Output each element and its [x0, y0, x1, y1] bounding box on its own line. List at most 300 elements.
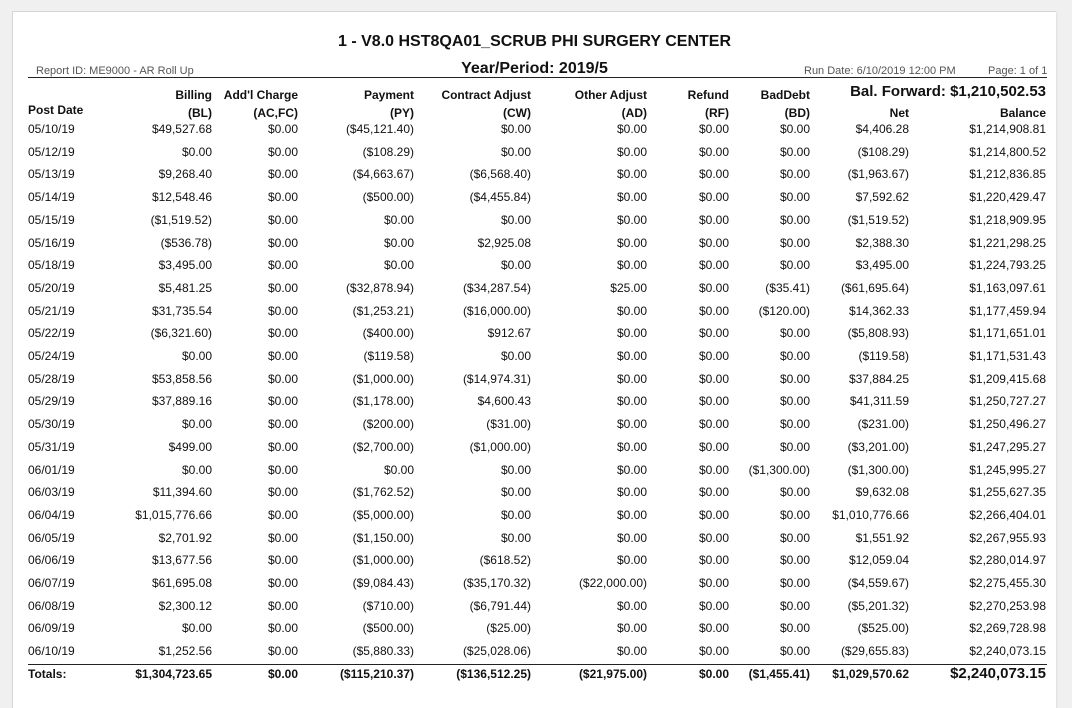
cell-post-date: 05/14/19	[28, 190, 75, 205]
cell-post-date: 05/28/19	[28, 371, 75, 386]
cell-payment: ($45,121.40)	[345, 122, 414, 136]
cell-net: $4,406.28	[855, 122, 909, 136]
cell-contract-adjust: $0.00	[500, 349, 531, 363]
cell-post-date: 05/30/19	[28, 417, 75, 432]
cell-other-adjust: $0.00	[616, 553, 647, 568]
cell-baddebt: ($1,300.00)	[748, 462, 810, 477]
cell-addl-charge: $0.00	[267, 553, 298, 568]
cell-balance: $1,214,800.52	[969, 144, 1046, 159]
cell-refund: $0.00	[698, 212, 729, 227]
cell-addl-charge: $0.00	[267, 144, 298, 159]
cell-net: ($1,300.00)	[847, 462, 909, 477]
cell-billing: $37,889.16	[151, 394, 212, 409]
cell-net: $2,388.30	[855, 235, 909, 250]
cell-post-date: 06/10/19	[28, 644, 75, 659]
cell-addl-charge: $0.00	[267, 212, 298, 227]
cell-billing: ($6,321.60)	[150, 326, 212, 341]
cell-baddebt: $0.00	[779, 485, 810, 500]
table-row	[13, 394, 1056, 416]
cell-balance: $1,250,496.27	[969, 417, 1046, 432]
cell-baddebt: $0.00	[779, 417, 810, 432]
cell-other-adjust: $0.00	[616, 485, 647, 500]
cell-refund: $0.00	[698, 394, 729, 409]
cell-refund: $0.00	[698, 326, 729, 341]
cell-addl-charge: $0.00	[267, 167, 298, 182]
table-row	[13, 304, 1056, 326]
cell-net: $1,010,776.66	[832, 507, 909, 522]
cell-other-adjust: $0.00	[616, 417, 647, 432]
cell-other-adjust: $0.00	[616, 326, 647, 341]
cell-baddebt: $0.00	[779, 576, 810, 590]
cell-payment: ($710.00)	[362, 598, 414, 613]
table-row	[13, 553, 1056, 575]
cell-baddebt: $0.00	[779, 190, 810, 205]
cell-net: ($525.00)	[857, 621, 909, 636]
cell-payment: ($4,663.67)	[352, 167, 414, 182]
cell-net: $3,495.00	[855, 258, 909, 273]
cell-post-date: 05/15/19	[28, 212, 75, 227]
table-row	[13, 236, 1056, 258]
cell-billing: $9,268.40	[158, 167, 212, 182]
cell-net: $41,311.59	[849, 394, 909, 409]
page-number: Page: 1 of 1	[988, 65, 1048, 77]
cell-refund: $0.00	[698, 598, 729, 613]
cell-net: $12,059.04	[848, 553, 909, 568]
cell-billing: $31,735.54	[151, 303, 212, 318]
cell-refund: $0.00	[698, 235, 729, 250]
total-payment: ($115,210.37)	[339, 667, 414, 681]
run-date: Run Date: 6/10/2019 12:00 PM	[804, 65, 956, 77]
header-payment-code: (PY)	[390, 106, 414, 120]
report-period: Year/Period: 2019/5	[461, 60, 608, 77]
cell-payment: ($400.00)	[362, 326, 414, 341]
cell-net: ($29,655.83)	[840, 644, 909, 659]
cell-baddebt: $0.00	[779, 598, 810, 613]
cell-contract-adjust: ($4,455.84)	[469, 190, 531, 205]
table-row	[13, 281, 1056, 303]
cell-contract-adjust: ($6,791.44)	[469, 598, 531, 613]
header-refund: Refund	[687, 88, 729, 102]
cell-post-date: 06/01/19	[28, 462, 75, 477]
table-row	[13, 190, 1056, 212]
table-row	[13, 122, 1056, 144]
cell-addl-charge: $0.00	[267, 280, 298, 295]
cell-contract-adjust: ($14,974.31)	[462, 371, 531, 386]
cell-billing: $49,527.68	[151, 122, 212, 136]
cell-balance: $2,275,455.30	[969, 576, 1046, 590]
cell-balance: $2,266,404.01	[969, 507, 1046, 522]
cell-balance: $1,224,793.25	[969, 258, 1046, 273]
table-row	[13, 213, 1056, 235]
cell-payment: ($119.58)	[363, 349, 414, 363]
header-net: Net	[889, 106, 909, 120]
total-billing: $1,304,723.65	[135, 667, 212, 681]
table-row	[13, 372, 1056, 394]
cell-addl-charge: $0.00	[267, 530, 298, 545]
report-title: 1 - V8.0 HST8QA01_SCRUB PHI SURGERY CENTER	[338, 33, 731, 50]
cell-refund: $0.00	[698, 167, 729, 182]
cell-net: ($231.00)	[857, 417, 909, 432]
cell-baddebt: $0.00	[779, 235, 810, 250]
cell-billing: $2,300.12	[158, 598, 212, 613]
cell-refund: $0.00	[698, 280, 729, 295]
totals-label: Totals:	[28, 667, 67, 681]
cell-other-adjust: $0.00	[616, 190, 647, 205]
cell-addl-charge: $0.00	[267, 235, 298, 250]
cell-contract-adjust: $0.00	[500, 485, 531, 500]
total-net: $1,029,570.62	[832, 667, 909, 681]
cell-payment: ($5,000.00)	[352, 507, 414, 522]
header-refund-code: (RF)	[705, 106, 729, 120]
cell-addl-charge: $0.00	[267, 303, 298, 318]
cell-refund: $0.00	[698, 576, 729, 590]
cell-contract-adjust: $0.00	[500, 530, 531, 545]
cell-post-date: 05/31/19	[28, 439, 75, 454]
total-addl-charge: $0.00	[267, 667, 298, 681]
cell-addl-charge: $0.00	[267, 644, 298, 659]
table-row	[13, 167, 1056, 189]
cell-other-adjust: $25.00	[610, 280, 647, 295]
cell-other-adjust: $0.00	[616, 212, 647, 227]
cell-refund: $0.00	[698, 507, 729, 522]
table-row	[13, 508, 1056, 530]
cell-refund: $0.00	[698, 462, 729, 477]
cell-balance: $1,247,295.27	[969, 439, 1046, 454]
table-row	[13, 440, 1056, 462]
cell-baddebt: $0.00	[779, 212, 810, 227]
cell-balance: $1,221,298.25	[969, 235, 1046, 250]
cell-addl-charge: $0.00	[267, 326, 298, 341]
cell-other-adjust: $0.00	[616, 394, 647, 409]
cell-payment: ($1,762.52)	[352, 485, 414, 500]
header-rule	[28, 77, 1047, 78]
cell-other-adjust: $0.00	[616, 235, 647, 250]
cell-balance: $1,245,995.27	[969, 462, 1046, 477]
cell-contract-adjust: ($618.52)	[479, 553, 531, 568]
cell-net: ($1,519.52)	[847, 212, 909, 227]
cell-post-date: 05/16/19	[28, 235, 75, 250]
header-baddebt-code: (BD)	[784, 106, 810, 120]
header-contract-adjust: Contract Adjust	[441, 88, 531, 102]
cell-contract-adjust: ($35,170.32)	[462, 576, 531, 590]
total-other-adjust: ($21,975.00)	[578, 667, 647, 681]
table-row	[13, 417, 1056, 439]
cell-contract-adjust: $0.00	[500, 258, 531, 273]
cell-balance: $1,220,429.47	[969, 190, 1046, 205]
cell-post-date: 06/08/19	[28, 598, 75, 613]
cell-post-date: 05/13/19	[28, 167, 75, 182]
cell-post-date: 06/04/19	[28, 507, 75, 522]
cell-contract-adjust: ($1,000.00)	[469, 439, 531, 454]
cell-balance: $2,269,728.98	[969, 621, 1046, 636]
report-page	[12, 11, 1056, 708]
cell-post-date: 05/10/19	[28, 122, 75, 136]
cell-payment: ($500.00)	[362, 190, 414, 205]
cell-refund: $0.00	[698, 122, 729, 136]
totals-rule	[28, 664, 1047, 665]
cell-billing: $1,252.56	[158, 644, 212, 659]
cell-baddebt: $0.00	[779, 530, 810, 545]
cell-other-adjust: $0.00	[616, 144, 647, 159]
cell-other-adjust: ($22,000.00)	[578, 576, 647, 590]
header-post-date: Post Date	[28, 103, 84, 117]
cell-payment: ($9,084.43)	[352, 576, 414, 590]
cell-net: $1,551.92	[855, 530, 909, 545]
cell-refund: $0.00	[698, 644, 729, 659]
cell-refund: $0.00	[698, 530, 729, 545]
cell-refund: $0.00	[698, 349, 729, 363]
cell-balance: $1,209,415.68	[969, 371, 1046, 386]
table-row	[13, 258, 1056, 280]
cell-refund: $0.00	[698, 621, 729, 636]
header-baddebt: BadDebt	[760, 88, 810, 102]
cell-balance: $2,240,073.15	[969, 644, 1046, 659]
cell-addl-charge: $0.00	[267, 122, 298, 136]
cell-refund: $0.00	[698, 303, 729, 318]
cell-contract-adjust: ($16,000.00)	[462, 303, 531, 318]
cell-post-date: 05/22/19	[28, 326, 75, 341]
cell-billing: $0.00	[181, 144, 212, 159]
cell-contract-adjust: $4,600.43	[477, 394, 531, 409]
cell-other-adjust: $0.00	[616, 303, 647, 318]
cell-other-adjust: $0.00	[616, 349, 647, 363]
cell-post-date: 05/12/19	[28, 144, 75, 159]
header-addl-charge: Add'l Charge	[223, 88, 298, 102]
cell-contract-adjust: $0.00	[500, 462, 531, 477]
cell-refund: $0.00	[698, 485, 729, 500]
cell-contract-adjust: $0.00	[500, 144, 531, 159]
table-row	[13, 485, 1056, 507]
header-contract-code: (CW)	[503, 106, 531, 120]
cell-net: $9,632.08	[855, 485, 909, 500]
cell-balance: $2,270,253.98	[969, 598, 1046, 613]
cell-other-adjust: $0.00	[616, 167, 647, 182]
cell-net: ($61,695.64)	[840, 280, 909, 295]
cell-net: ($1,963.67)	[847, 167, 909, 182]
total-contract-adjust: ($136,512.25)	[456, 667, 531, 681]
cell-post-date: 06/03/19	[28, 485, 75, 500]
cell-addl-charge: $0.00	[267, 394, 298, 409]
header-payment: Payment	[363, 88, 414, 102]
cell-contract-adjust: ($25.00)	[486, 621, 531, 636]
cell-billing: $5,481.25	[158, 280, 212, 295]
cell-baddebt: ($35.41)	[765, 280, 810, 295]
cell-balance: $2,267,955.93	[969, 530, 1046, 545]
table-row	[13, 644, 1056, 666]
cell-billing: $0.00	[181, 621, 212, 636]
table-row	[13, 531, 1056, 553]
table-row	[13, 349, 1056, 371]
total-baddebt: ($1,455.41)	[748, 667, 810, 681]
cell-other-adjust: $0.00	[616, 439, 647, 454]
cell-addl-charge: $0.00	[267, 462, 298, 477]
header-addl-charge-code: (AC,FC)	[253, 106, 298, 120]
cell-baddebt: $0.00	[779, 144, 810, 159]
cell-other-adjust: $0.00	[616, 507, 647, 522]
cell-balance: $1,171,531.43	[969, 349, 1046, 363]
cell-payment: $0.00	[383, 258, 414, 273]
cell-addl-charge: $0.00	[267, 439, 298, 454]
cell-net: $7,592.62	[855, 190, 909, 205]
cell-billing: $12,548.46	[151, 190, 212, 205]
cell-baddebt: $0.00	[779, 349, 810, 363]
cell-balance: $1,218,909.95	[969, 212, 1046, 227]
cell-payment: $0.00	[383, 212, 414, 227]
cell-addl-charge: $0.00	[267, 598, 298, 613]
cell-payment: ($200.00)	[362, 417, 414, 432]
table-row	[13, 145, 1056, 167]
cell-baddebt: ($120.00)	[758, 303, 810, 318]
cell-payment: ($108.29)	[362, 144, 414, 159]
cell-post-date: 05/20/19	[28, 280, 75, 295]
table-row	[13, 326, 1056, 348]
cell-billing: $1,015,776.66	[135, 507, 212, 522]
cell-baddebt: $0.00	[779, 507, 810, 522]
cell-refund: $0.00	[698, 371, 729, 386]
cell-billing: $61,695.08	[151, 576, 212, 590]
table-row	[13, 576, 1056, 598]
cell-billing: ($536.78)	[160, 235, 212, 250]
header-other-adjust: Other Adjust	[574, 88, 647, 102]
cell-post-date: 06/05/19	[28, 530, 75, 545]
cell-payment: ($32,878.94)	[345, 280, 414, 295]
cell-other-adjust: $0.00	[616, 644, 647, 659]
cell-addl-charge: $0.00	[267, 349, 298, 363]
cell-addl-charge: $0.00	[267, 417, 298, 432]
cell-billing: $13,677.56	[151, 553, 212, 568]
cell-balance: $1,214,908.81	[969, 122, 1046, 136]
cell-contract-adjust: $0.00	[500, 122, 531, 136]
cell-payment: ($1,150.00)	[352, 530, 414, 545]
cell-addl-charge: $0.00	[267, 371, 298, 386]
cell-refund: $0.00	[698, 190, 729, 205]
cell-billing: $0.00	[181, 349, 212, 363]
cell-post-date: 05/24/19	[28, 349, 75, 363]
cell-other-adjust: $0.00	[616, 122, 647, 136]
cell-contract-adjust: $912.67	[487, 326, 531, 341]
cell-billing: $499.00	[168, 439, 212, 454]
cell-contract-adjust: ($31.00)	[486, 417, 531, 432]
cell-payment: $0.00	[383, 235, 414, 250]
cell-net: ($4,559.67)	[847, 576, 909, 590]
cell-payment: ($1,253.21)	[352, 303, 414, 318]
cell-billing: $53,858.56	[151, 371, 212, 386]
cell-net: $14,362.33	[848, 303, 909, 318]
cell-post-date: 06/07/19	[28, 576, 75, 590]
cell-balance: $1,255,627.35	[969, 485, 1046, 500]
cell-addl-charge: $0.00	[267, 507, 298, 522]
cell-net: ($119.58)	[858, 349, 909, 363]
cell-net: ($3,201.00)	[847, 439, 909, 454]
cell-post-date: 06/09/19	[28, 621, 75, 636]
cell-balance: $1,212,836.85	[969, 167, 1046, 182]
cell-other-adjust: $0.00	[616, 462, 647, 477]
header-balance: Balance	[999, 106, 1046, 120]
cell-balance: $1,171,651.01	[969, 326, 1046, 341]
cell-net: ($5,201.32)	[847, 598, 909, 613]
cell-refund: $0.00	[698, 439, 729, 454]
cell-payment: ($5,880.33)	[352, 644, 414, 659]
cell-payment: ($2,700.00)	[352, 439, 414, 454]
cell-contract-adjust: ($6,568.40)	[469, 167, 531, 182]
cell-net: ($5,808.93)	[847, 326, 909, 341]
cell-post-date: 05/21/19	[28, 303, 75, 318]
cell-other-adjust: $0.00	[616, 530, 647, 545]
cell-post-date: 05/29/19	[28, 394, 75, 409]
cell-balance: $1,250,727.27	[969, 394, 1046, 409]
cell-baddebt: $0.00	[779, 258, 810, 273]
cell-net: ($108.29)	[857, 144, 909, 159]
cell-payment: ($1,000.00)	[352, 553, 414, 568]
cell-billing: $0.00	[181, 417, 212, 432]
cell-contract-adjust: $2,925.08	[477, 235, 531, 250]
cell-refund: $0.00	[698, 553, 729, 568]
cell-refund: $0.00	[698, 144, 729, 159]
total-balance: $2,240,073.15	[950, 665, 1046, 682]
cell-baddebt: $0.00	[779, 122, 810, 136]
cell-other-adjust: $0.00	[616, 371, 647, 386]
balance-forward: Bal. Forward: $1,210,502.53	[850, 83, 1046, 100]
cell-billing: $11,394.60	[152, 485, 212, 500]
cell-other-adjust: $0.00	[616, 598, 647, 613]
header-billing-code: (BL)	[188, 106, 212, 120]
cell-other-adjust: $0.00	[616, 621, 647, 636]
cell-net: $37,884.25	[848, 371, 909, 386]
cell-baddebt: $0.00	[779, 553, 810, 568]
cell-billing: $2,701.92	[158, 530, 212, 545]
cell-balance: $2,280,014.97	[969, 553, 1046, 568]
cell-refund: $0.00	[698, 417, 729, 432]
cell-payment: $0.00	[383, 462, 414, 477]
cell-baddebt: $0.00	[779, 439, 810, 454]
cell-addl-charge: $0.00	[267, 190, 298, 205]
cell-addl-charge: $0.00	[267, 485, 298, 500]
cell-payment: ($500.00)	[362, 621, 414, 636]
cell-payment: ($1,178.00)	[352, 394, 414, 409]
cell-billing: ($1,519.52)	[150, 212, 212, 227]
table-row	[13, 463, 1056, 485]
cell-baddebt: $0.00	[779, 644, 810, 659]
table-row	[13, 599, 1056, 621]
cell-baddebt: $0.00	[779, 167, 810, 182]
cell-addl-charge: $0.00	[267, 621, 298, 636]
cell-billing: $0.00	[181, 462, 212, 477]
cell-baddebt: $0.00	[779, 394, 810, 409]
cell-balance: $1,177,459.94	[969, 303, 1046, 318]
cell-refund: $0.00	[698, 258, 729, 273]
cell-payment: ($1,000.00)	[352, 371, 414, 386]
cell-billing: $3,495.00	[158, 258, 212, 273]
cell-post-date: 06/06/19	[28, 553, 75, 568]
cell-contract-adjust: ($34,287.54)	[462, 280, 531, 295]
cell-contract-adjust: $0.00	[500, 212, 531, 227]
header-billing: Billing	[175, 88, 212, 102]
cell-contract-adjust: ($25,028.06)	[462, 644, 531, 659]
cell-balance: $1,163,097.61	[969, 280, 1046, 295]
cell-post-date: 05/18/19	[28, 258, 75, 273]
table-row	[13, 621, 1056, 643]
cell-contract-adjust: $0.00	[500, 507, 531, 522]
totals-row	[13, 667, 1056, 689]
header-other-code: (AD)	[621, 106, 647, 120]
cell-baddebt: $0.00	[779, 326, 810, 341]
report-id: Report ID: ME9000 - AR Roll Up	[36, 65, 194, 77]
cell-baddebt: $0.00	[779, 371, 810, 386]
cell-baddebt: $0.00	[779, 621, 810, 636]
cell-addl-charge: $0.00	[267, 258, 298, 273]
total-refund: $0.00	[698, 667, 729, 681]
cell-addl-charge: $0.00	[267, 576, 298, 590]
